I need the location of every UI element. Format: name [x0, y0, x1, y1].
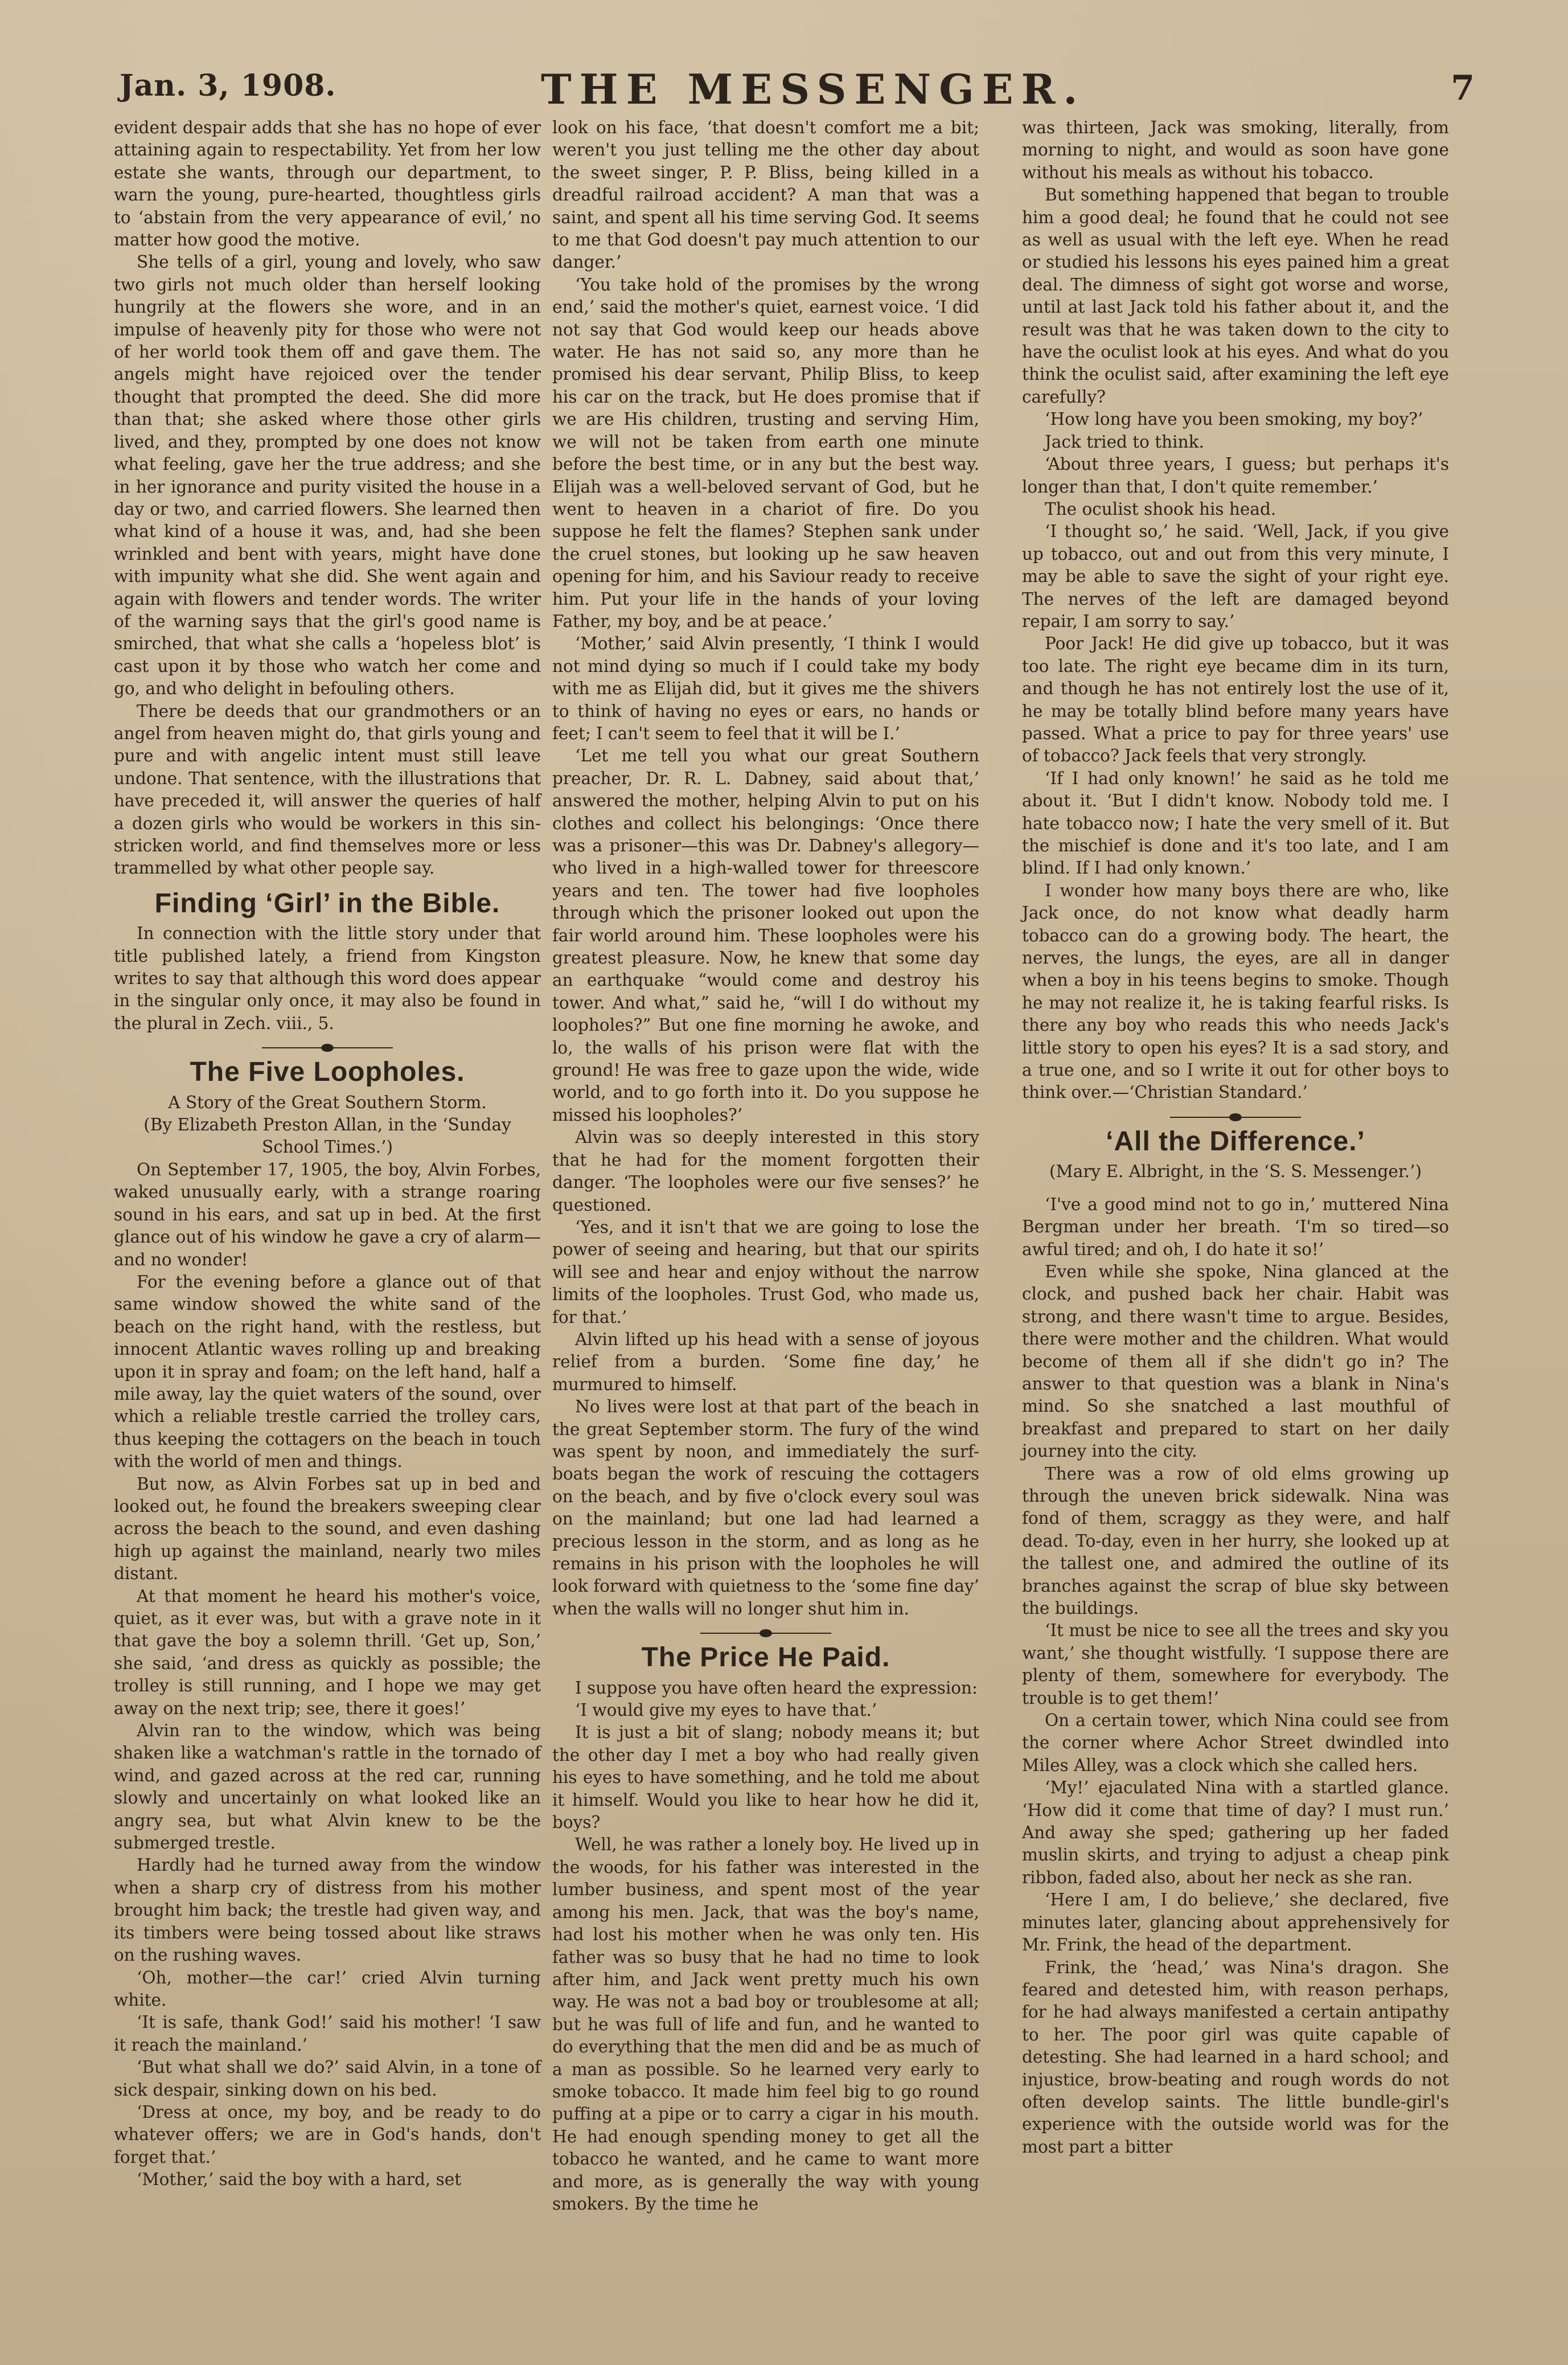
- newspaper-title: THE MESSENGER.: [541, 65, 1086, 113]
- section-divider: [262, 1047, 393, 1048]
- paragraph: No lives were lost at that part of the beach in the great September storm. The fury of the wind was spent by noon, and immediately the surf-boats began the work of rescuing the cottagers on the beach, and by five o'clock every soul was on the mainland; but one lad had learned a precious lesson in the storm, and as long as he remains in his prison with the loopholes he will look forward with quietness to the ‘some fine day’ when the walls will no longer shut him in.: [552, 1397, 979, 1618]
- paragraph: ‘How long have you been smoking, my boy?’: [1045, 409, 1423, 429]
- paragraph: Frink, the ‘head,’ was Nina's dragon. She feared and detested him, with reason perhaps, for he had always manifested a certain antipathy to her. The poor girl was quite capable of detesting. She had learned in a hard school; and injustice, brow-beating and rough words do not often develop saints. The little bundle-girl's experience with the outside world was for the most part a bitter: [1022, 1957, 1449, 2157]
- paragraph: ‘Yes, and it isn't that we are going to lose the power of seeing and hearing, but that our spirits will see and hear and enjoy without the narrow limits of the loopholes. Trust God, who made us, for that.’: [552, 1217, 979, 1327]
- paragraph: I wonder how many boys there are who, like Jack once, do not know what deadly harm tobacco can do a growing body. The heart, the nerves, the lungs, the eyes, are all in danger when a boy in his teens begins to smoke. Though he may not realize it, he is taking fearful risks. Is there any boy who reads this who needs Jack's little story to open his eyes? It is a sad story, and a true one, and so I write it out for other boys to think over.—‘Christian Standard.’: [1022, 880, 1449, 1102]
- paragraph: I suppose you have often heard the expression:: [575, 1678, 978, 1698]
- paragraph: The oculist shook his head.: [1045, 499, 1276, 519]
- section-divider: [1170, 1117, 1301, 1118]
- paragraph: ‘Mother,’ said Alvin presently, ‘I think I would not mind dying so much if I could take my body with me as Elijah did, but it gives me the shivers to think of having no eyes or ears, no hands or feet; I can't seem to feel that it will be I.’: [552, 634, 979, 743]
- paragraph: For the evening before a glance out of that same window showed the white sand of the beach on the right hand, with the restless, but innocent Atlantic waves rolling up and breaking upon it in spray and foam; on the left hand, half a mile away, lay the quiet waters of the sound, over which a reliable trestle carried the trolley cars, thus keeping the cottagers on the beach in touch with the world of men and things.: [114, 1272, 541, 1472]
- issue-date: Jan. 3, 1908.: [120, 68, 336, 103]
- article-byline: (By Elizabeth Preston Allan, in the ‘Sunday School Times.’): [143, 1115, 511, 1157]
- paragraph: was thirteen, Jack was smoking, literally, from morning to night, and would as soon have gone without his meals as without his tobacco.: [1022, 118, 1449, 182]
- column-2: [552, 117, 979, 2215]
- page-number: 7: [1451, 68, 1475, 108]
- paragraph: ‘I thought so,’ he said. ‘Well, Jack, if you give up tobacco, out and out from this very minute, I may be able to save the sight of your right eye. The nerves of the left are damaged beyond repair, I am sorry to say.’: [1022, 522, 1449, 631]
- paragraph: Poor Jack! He did give up tobacco, but it was too late. The right eye became dim in its turn, and though he has not entirely lost the use of it, he may be totally blind before many years have passed. What a price to pay for three years' use of tobacco? Jack feels that very strongly.: [1022, 634, 1449, 766]
- paragraph: On a certain tower, which Nina could see from the corner where Achor Street dwindled into Miles Alley, was a clock which she called hers.: [1022, 1711, 1449, 1775]
- paragraph: But something happened that began to trouble him a good deal; he found that he could not see as well as usual with the left eye. When he read or studied his lessons his eyes pained him a great deal. The dimness of sight got worse and worse, until at last Jack told his father about it, and the result was that he was taken down to the city to have the oculist look at his eyes. And what do you think the oculist said, after examining the left eye carefully?: [1022, 185, 1449, 407]
- paragraph: ‘Let me tell you what our great Southern preacher, Dr. R. L. Dabney, said about that,’ answered the mother, helping Alvin to put on his clothes and collect his belongings: ‘Once there was a prisoner—this was Dr. Dabney's allegory—who lived in a high-walled tower for threescore years and ten. The tower had five loopholes through which the prisoner looked out upon the fair world around him. These loopholes were his greatest pleasure. Now, he knew that some day an earthquake “would come and destroy his tower. And what,” said he, “will I do without my loopholes?” But one fine morning he awoke, and lo, the walls of his prison were flat with the ground! He was free to gaze upon the wide, wide world, and to go forth into it. Do you suppose he missed his loopholes?’: [552, 746, 979, 1125]
- column-3: [1022, 117, 1449, 2158]
- paragraph: ‘It must be nice to see all the trees and sky you want,’ she thought wistfully. ‘I suppose there are plenty of them, somewhere for everybody. The trouble is to get them!’: [1022, 1621, 1449, 1708]
- paragraph: ‘I would give my eyes to have that.’: [575, 1700, 877, 1720]
- paragraph: Alvin lifted up his head with a sense of joyous relief from a burden. ‘Some fine day,’ he murmured to himself.: [552, 1329, 979, 1394]
- paragraph: Hardly had he turned away from the window when a sharp cry of distress from his mother brought him back; the trestle had given way, and its timbers were being tossed about like straws on the rushing waves.: [114, 1855, 541, 1965]
- article-subtitle: A Story of the Great Southern Storm.: [168, 1092, 487, 1112]
- paragraph: ‘Oh, mother—the car!’ cried Alvin turning white.: [114, 1968, 541, 2010]
- paragraph: look on his face, ‘that doesn't comfort me a bit; weren't you just telling me the other day about the sweet singer, P. P. Bliss, being killed in a dreadful railroad accident? A man that was a saint, and spent all his time serving God. It seems to me that God doesn't pay much attention to our danger.’: [552, 118, 979, 272]
- paragraph: But now, as Alvin Forbes sat up in bed and looked out, he found the breakers sweeping clear across the beach to the sound, and even dashing high up against the mainland, nearly two miles distant.: [114, 1474, 541, 1584]
- paragraph: ‘Dress at once, my boy, and be ready to do whatever offers; we are in God's hands, don't forget that.’: [114, 2102, 541, 2167]
- paragraph: ‘Mother,’ said the boy with a hard, set: [137, 2170, 462, 2190]
- paragraph: There was a row of old elms growing up through the uneven brick sidewalk. Nina was fond of them, scraggy as they were, and half dead. To-day, even in her hurry, she looked up at the tallest one, and admired the outline of its branches against the scrap of blue sky between the buildings.: [1022, 1464, 1449, 1618]
- paragraph: Alvin was so deeply interested in this story that he had for the moment forgotten their danger. ‘The loopholes were our five senses?’ he questioned.: [552, 1128, 979, 1215]
- article-byline: (Mary E. Albright, in the ‘S. S. Messenger.’): [1049, 1162, 1422, 1182]
- masthead: [120, 57, 1475, 120]
- paragraph: Well, he was rather a lonely boy. He lived up in the woods, for his father was interested in the lumber business, and spent most of the year among his men. Jack, that was the boy's name, had lost his mother when he was only ten. His father was so busy that he had no time to look after him, and Jack went pretty much his own way. He was not a bad boy or troublesome at all; but he was full of life and fun, and he wanted to do everything that the men did and be as much of a man as possible. So he learned very early to smoke tobacco. It made him feel big to go round puffing at a pipe or to carry a cigar in his mouth. He had enough spending money to get all the tobacco he wanted, and he came to want more and more, as is generally the way with young smokers. By the time he: [552, 1835, 979, 2214]
- paragraph: ‘If I had only known!’ he said as he told me about it. ‘But I didn't know. Nobody told me. I hate tobacco now; I hate the very smell of it. But the mischief is done and it's too late, and I am blind. If I had only known.’: [1022, 768, 1449, 878]
- section-divider: [700, 1633, 831, 1634]
- paragraph: Jack tried to think.: [1045, 432, 1204, 452]
- article-heading-price-he-paid: The Price He Paid.: [641, 1642, 890, 1673]
- paragraph: ‘Here I am, I do believe,’ she declared, five minutes later, glancing about apprehensively for Mr. Frink, the head of the department.: [1022, 1890, 1449, 1955]
- paragraph: ‘But what shall we do?’ said Alvin, in a tone of sick despair, sinking down on his bed.: [114, 2057, 541, 2100]
- paragraph: ‘My!’ ejaculated Nina with a startled glance. ‘How did it come that time of day? I must run.’ And away she sped; gathering up her faded muslin skirts, and trying to adjust a cheap pink ribbon, faded also, about her neck as she ran.: [1022, 1778, 1449, 1887]
- paragraph: ‘It is safe, thank God!’ said his mother! ‘I saw it reach the mainland.’: [114, 2012, 541, 2055]
- article-heading-finding-girl: Finding ‘Girl’ in the Bible.: [154, 888, 500, 919]
- paragraph: She tells of a girl, young and lovely, who saw two girls not much older than herself looking hungrily at the flowers she wore, and in an impulse of heavenly pity for those who were not of her world took them off and gave them. The angels might have rejoiced over the tender thought that prompted the deed. She did more than that; she asked where those other girls lived, and they, prompted by one does not know what feeling, gave her the true address; and she in her ignorance and purity visited the house in a day or two, and carried flowers. She learned then what kind of a house it was, and, had she been wrinkled and bent with years, might have done with impunity what she did. She went again and again with flowers and tender words. The writer of the warning says that the girl's good name is smirched, that what she calls a ‘hopeless blot’ is cast upon it by those who watch her come and go, and who delight in befouling others.: [114, 252, 541, 699]
- article-heading-all-the-difference: ‘All the Difference.’: [1106, 1126, 1365, 1157]
- paragraph: There be deeds that our grandmothers or an angel from heaven might do, that girls young and pure and with angelic intent must still leave undone. That sentence, with the illustrations that have preceded it, will answer the queries of half a dozen girls who would be workers in this sin-stricken world, and find themselves more or less trammelled by what other people say.: [114, 701, 541, 878]
- paragraph: ‘You take hold of the promises by the wrong end,’ said the mother's quiet, earnest voice. ‘I did not say that God would keep our heads above water. He has not said so, any more than he promised his dear servant, Philip Bliss, to keep his car on the track, but He does promise that if we are His children, trusting and serving Him, we will not be taken from earth one minute before the best time, or in any but the best way. Elijah was a well-beloved servant of God, but he went to heaven in a chariot of fire. Do you suppose he felt the flames? Stephen sank under the cruel stones, but looking up he saw heaven opening for him, and his Saviour ready to receive him. Put your life in the hands of your loving Father, my boy, and be at peace.’: [552, 274, 979, 631]
- paragraph: Alvin ran to the window, which was being shaken like a watchman's rattle in the tornado of wind, and gazed across at the red car, running slowly and uncertainly on what looked like an angry sea, but what Alvin knew to be the submerged trestle.: [114, 1721, 541, 1853]
- paragraph: Even while she spoke, Nina glanced at the clock, and pushed back her chair. Habit was strong, and there wasn't time to argue. Besides, there were mother and the children. What would become of them all if she didn't go in? The answer to that question was a blank in Nina's mind. So she snatched a last mouthful of breakfast and prepared to start on her daily journey into the city.: [1022, 1261, 1449, 1461]
- paragraph: In connection with the little story under that title published lately, a friend from Kingston writes to say that although this word does appear in the singular only once, it may also be found in the plural in Zech. viii., 5.: [114, 924, 541, 1033]
- paragraph: ‘I've a good mind not to go in,’ muttered Nina Bergman under her breath. ‘I'm so tired—so awful tired; and oh, I do hate it so!’: [1022, 1194, 1449, 1259]
- column-1: [114, 117, 541, 2191]
- paragraph: It is just a bit of slang; nobody means it; but the other day I met a boy who had really given his eyes to have something, and he told me about it himself. Would you like to hear how he did it, boys?: [552, 1723, 979, 1833]
- paragraph: ‘About three years, I guess; but perhaps it's longer than that, I don't quite remember.’: [1022, 454, 1449, 497]
- paragraph: At that moment he heard his mother's voice, quiet, as it ever was, but with a grave note in it that gave the boy a solemn thrill. ‘Get up, Son,’ she said, ‘and dress as quickly as possible; the trolley is still running, and I hope we may get away on the next trip; see, there it goes!’: [114, 1586, 541, 1718]
- paragraph: evident despair adds that she has no hope of ever attaining again to respectability. Yet from her low estate she wants, through our department, to warn the young, pure-hearted, thoughtless girls to ‘abstain from the very appearance of evil,’ no matter how good the motive.: [114, 118, 541, 250]
- paragraph: On September 17, 1905, the boy, Alvin Forbes, waked unusually early, with a strange roaring sound in his ears, and sat up in bed. At the first glance out of his window he gave a cry of alarm—and no wonder!: [114, 1159, 541, 1269]
- article-heading-five-loopholes: The Five Loopholes.: [190, 1057, 465, 1088]
